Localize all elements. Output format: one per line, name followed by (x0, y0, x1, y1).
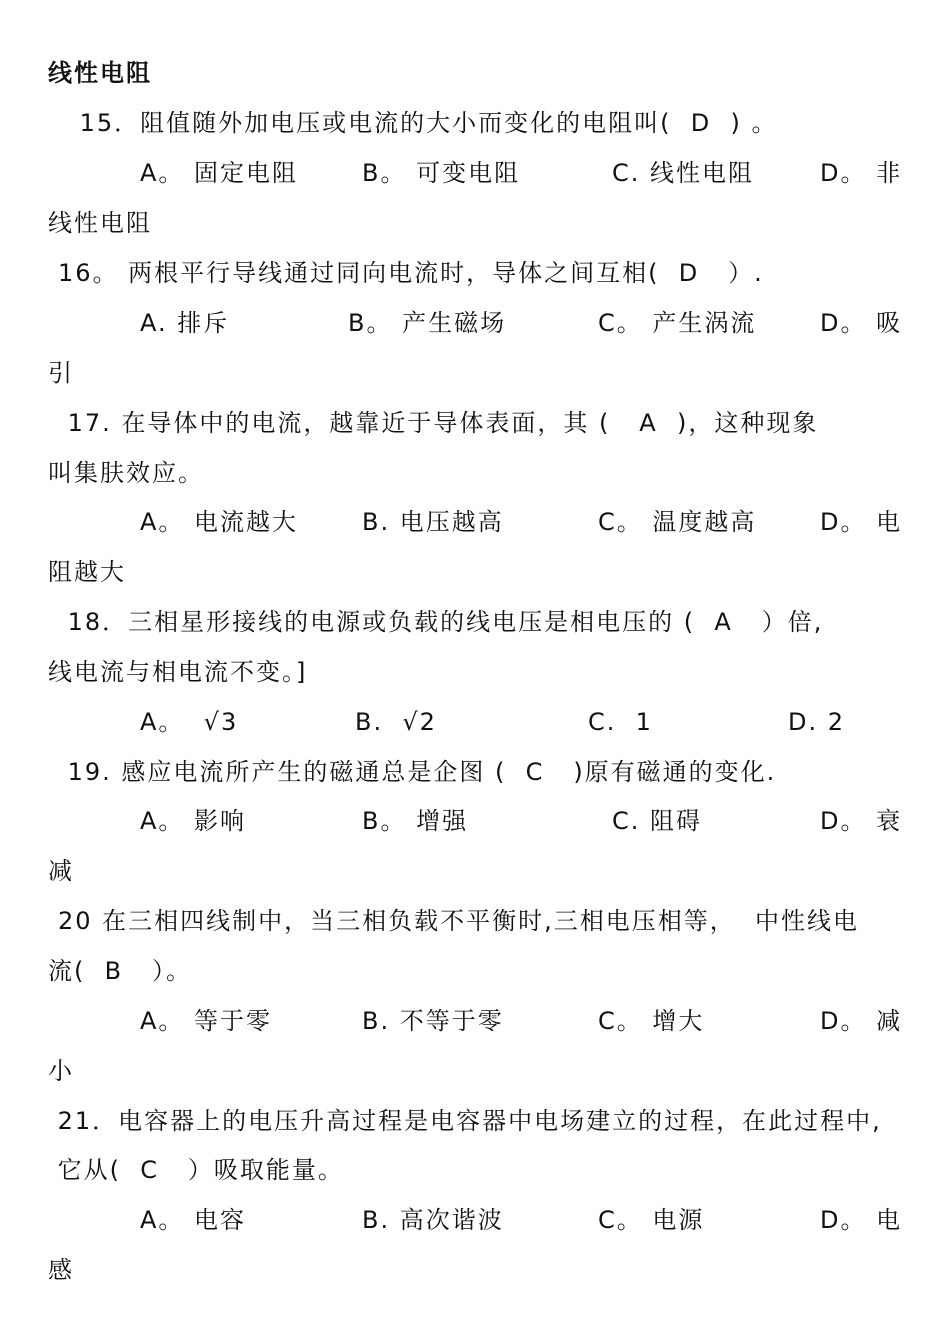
question-19-stem: 19. 感应电流所产生的磁通总是企图 ( C )原有磁通的变化. (58, 758, 777, 786)
q15-option-c: C. 线性电阻 (612, 159, 755, 187)
q16-option-a: A. 排斥 (140, 309, 230, 337)
q19-option-b: B。 增强 (362, 807, 469, 835)
question-21-stem-line2: 它从( C ）吸取能量。 (48, 1156, 344, 1184)
q20-option-b: B. 不等于零 (362, 1007, 504, 1035)
q17-option-d-tail: 阻越大 (48, 558, 126, 586)
q18-option-a: A。 √3 (140, 708, 239, 736)
q17-option-a: A。 电流越大 (140, 508, 299, 536)
question-17-stem-line2: 叫集肤效应。 (48, 459, 204, 487)
q18-option-d: D. 2 (788, 708, 846, 736)
q16-option-d-tail: 引 (48, 359, 74, 387)
q19-option-d-tail: 减 (48, 857, 74, 885)
q21-option-d-tail: 感 (48, 1256, 74, 1284)
q21-option-c: C。 电源 (598, 1206, 705, 1234)
q15-option-a: A。 固定电阻 (140, 159, 299, 187)
q16-option-c: C。 产生涡流 (598, 309, 757, 337)
q17-option-b: B. 电压越高 (362, 508, 504, 536)
q15-option-d: D。 非 (820, 159, 903, 187)
question-16-stem: 16。 两根平行导线通过同向电流时，导体之间互相( D ）. (58, 259, 764, 287)
q16-option-d: D。 吸 (820, 309, 903, 337)
q21-option-d: D。 电 (820, 1206, 903, 1234)
question-17-stem-line1: 17. 在导体中的电流，越靠近于导体表面，其 ( A )，这种现象 (58, 409, 819, 437)
question-21-stem-line1: 21．电容器上的电压升高过程是电容器中电场建立的过程，在此过程中, (48, 1107, 882, 1135)
q16-option-b: B。 产生磁场 (348, 309, 507, 337)
continued-option-text: 线性电阻 (48, 59, 152, 87)
q17-option-d: D。 电 (820, 508, 903, 536)
q20-option-c: C。 增大 (598, 1007, 705, 1035)
q20-option-a: A。 等于零 (140, 1007, 273, 1035)
question-15-stem: 15．阻值随外加电压或电流的大小而变化的电阻叫( D ) 。 (70, 109, 778, 137)
question-18-stem-line2: 线电流与相电流不变。] (48, 658, 308, 686)
question-18-stem-line1: 18．三相星形接线的电源或负载的线电压是相电压的 ( A ）倍, (58, 608, 824, 636)
q18-option-c: C. 1 (588, 708, 653, 736)
q17-option-c: C。 温度越高 (598, 508, 757, 536)
q18-option-b: B. √2 (355, 708, 437, 736)
question-20-stem-line2: 流( B ）。 (48, 957, 192, 985)
q20-option-d: D。 减 (820, 1007, 903, 1035)
question-20-stem-line1: 20 在三相四线制中，当三相负载不平衡时,三相电压相等， 中性线电 (58, 907, 860, 935)
q15-option-b: B。 可变电阻 (362, 159, 521, 187)
q21-option-a: A。 电容 (140, 1206, 247, 1234)
q21-option-b: B. 高次谐波 (362, 1206, 504, 1234)
q19-option-d: D。 衰 (820, 807, 903, 835)
q19-option-c: C. 阻碍 (612, 807, 703, 835)
q15-option-d-tail: 线性电阻 (48, 209, 152, 237)
q20-option-d-tail: 小 (48, 1057, 74, 1085)
q19-option-a: A。 影响 (140, 807, 247, 835)
